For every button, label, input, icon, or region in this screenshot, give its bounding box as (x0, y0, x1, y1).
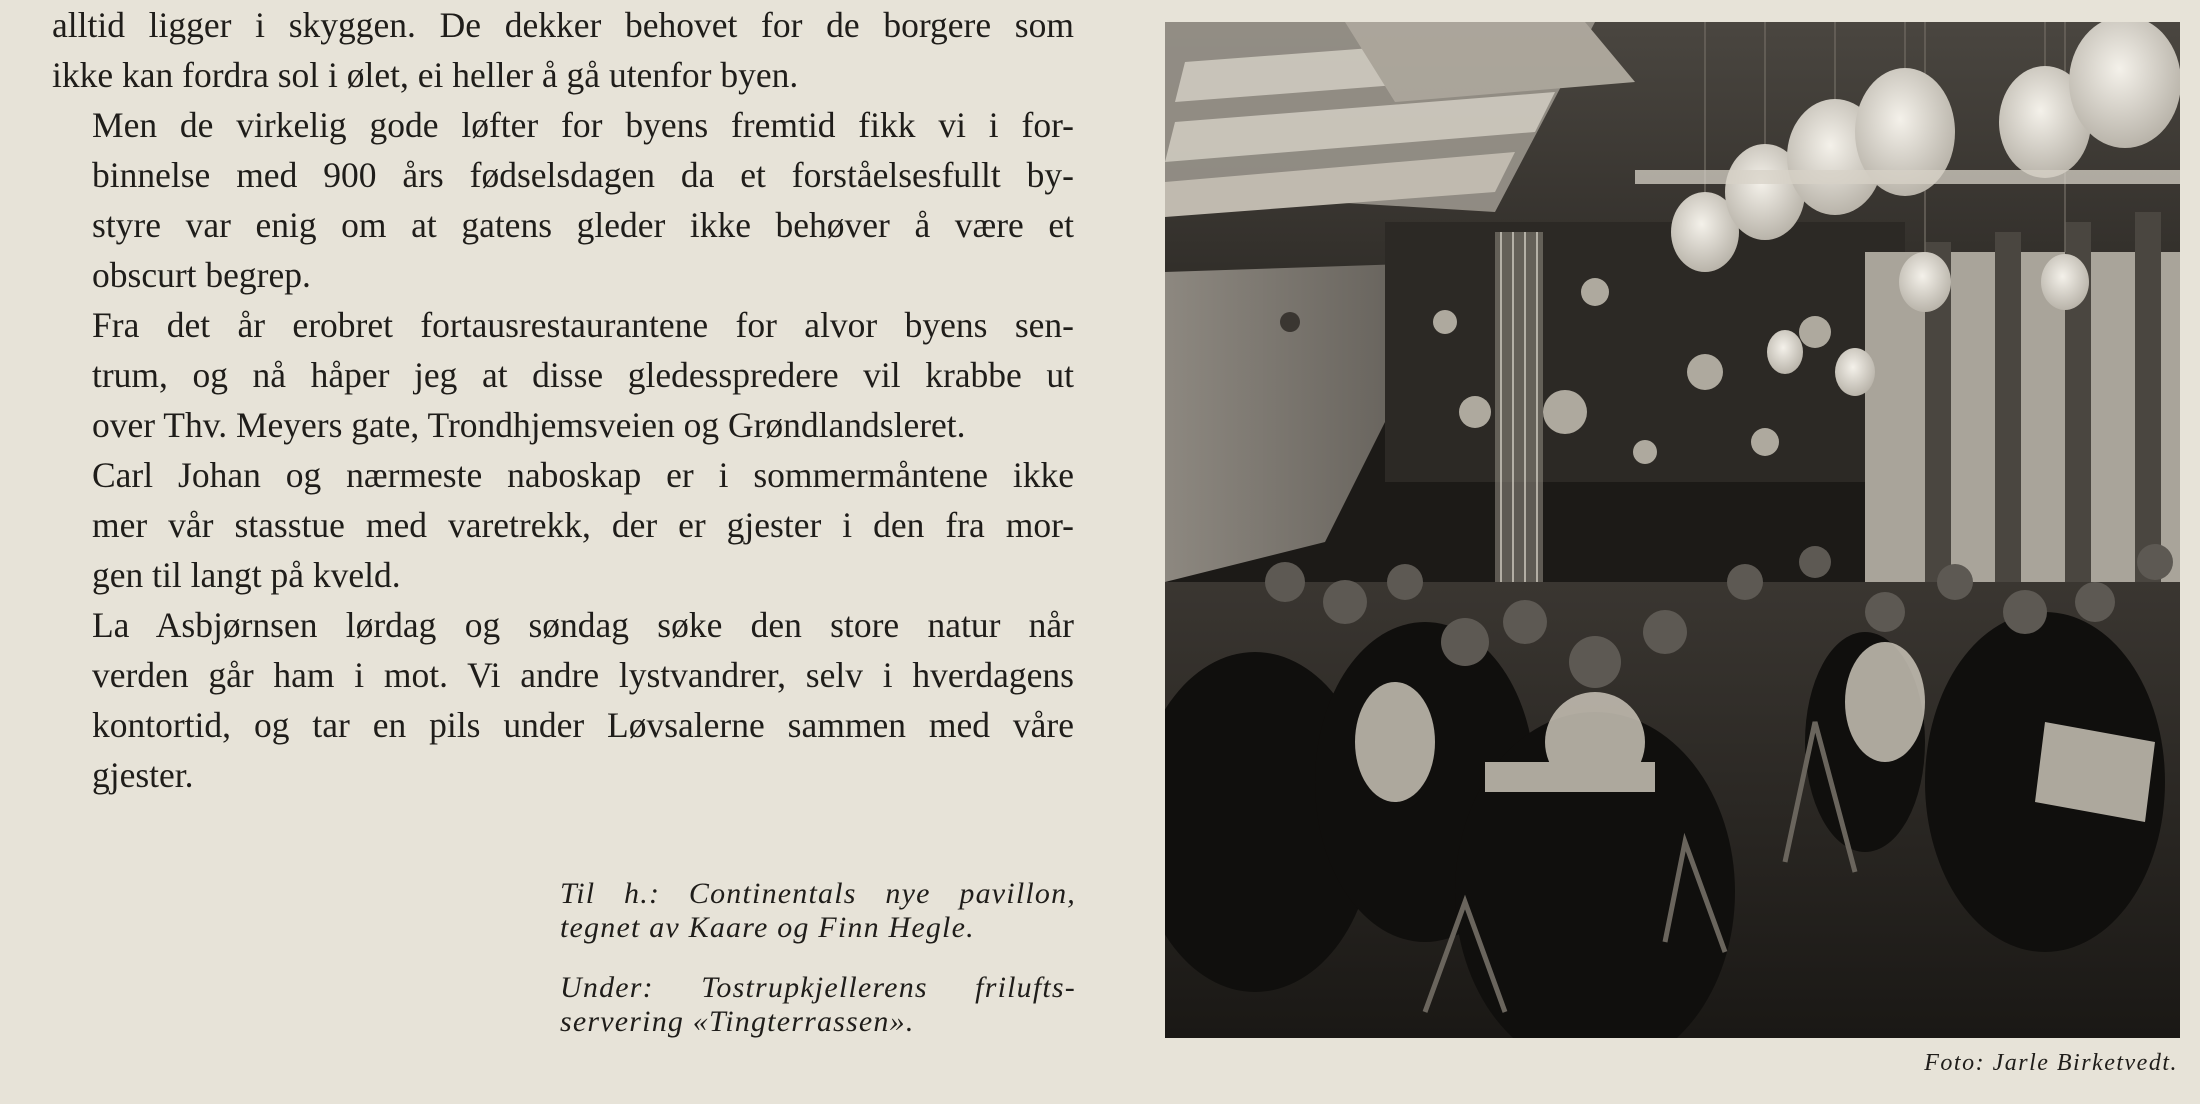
caption-line: Til h.: Continentals nye pavillon, (560, 877, 1076, 910)
text-line: gjester. (92, 755, 194, 795)
text-line: styre var enig om at gatens gleder ikke behøver å være et (92, 205, 1074, 245)
paragraph-4 (52, 450, 1074, 600)
caption-line: Under: Tostrupkjellerens frilufts- (560, 971, 1076, 1004)
text-line: kontortid, og tar en pils under Løvsalerne sammen med våre (92, 705, 1074, 745)
text-line: obscurt begrep. (92, 255, 311, 295)
text-line: Fra det år erobret fortausrestaurantene for alvor byens sen- (92, 305, 1074, 345)
text-line: over Thv. Meyers gate, Trondhjemsveien og Grøndlandsleret. (92, 405, 966, 445)
caption-line: servering «Tingterrassen». (560, 1005, 915, 1038)
paragraph-5 (52, 600, 1074, 800)
text-line: alltid ligger i skyggen. De dekker behovet for de borgere som (52, 5, 1074, 45)
photo-credit: Foto: Jarle Birketvedt. (1924, 1050, 2178, 1076)
text-line: ikke kan fordra sol i ølet, ei heller å gå utenfor byen. (52, 55, 799, 95)
restaurant-photo (1165, 22, 2180, 1038)
text-line: trum, og nå håper jeg at disse gledesspredere vil krabbe ut (92, 355, 1074, 395)
text-line: La Asbjørnsen lørdag og søndag søke den store natur når (92, 605, 1074, 645)
text-line: verden går ham i mot. Vi andre lystvandrer, selv i hverdagens (92, 655, 1074, 695)
paragraph-2 (52, 100, 1074, 300)
restaurant-photo-illustration (1165, 22, 2180, 1038)
caption-line: tegnet av Kaare og Finn Hegle. (560, 911, 975, 944)
photo-caption-right (560, 877, 1076, 945)
photo-caption-below (560, 971, 1076, 1039)
text-line: mer vår stasstue med varetrekk, der er gjester i den fra mor- (92, 505, 1074, 545)
text-line: binnelse med 900 års fødselsdagen da et forståelsesfullt by- (92, 155, 1074, 195)
body-text-column (52, 0, 1074, 800)
text-line: Carl Johan og nærmeste naboskap er i sommermåntene ikke (92, 455, 1074, 495)
text-line: gen til langt på kveld. (92, 555, 401, 595)
paragraph-1 (52, 0, 1074, 100)
text-line: Men de virkelig gode løfter for byens fremtid fikk vi i for- (92, 105, 1074, 145)
paragraph-3 (52, 300, 1074, 450)
